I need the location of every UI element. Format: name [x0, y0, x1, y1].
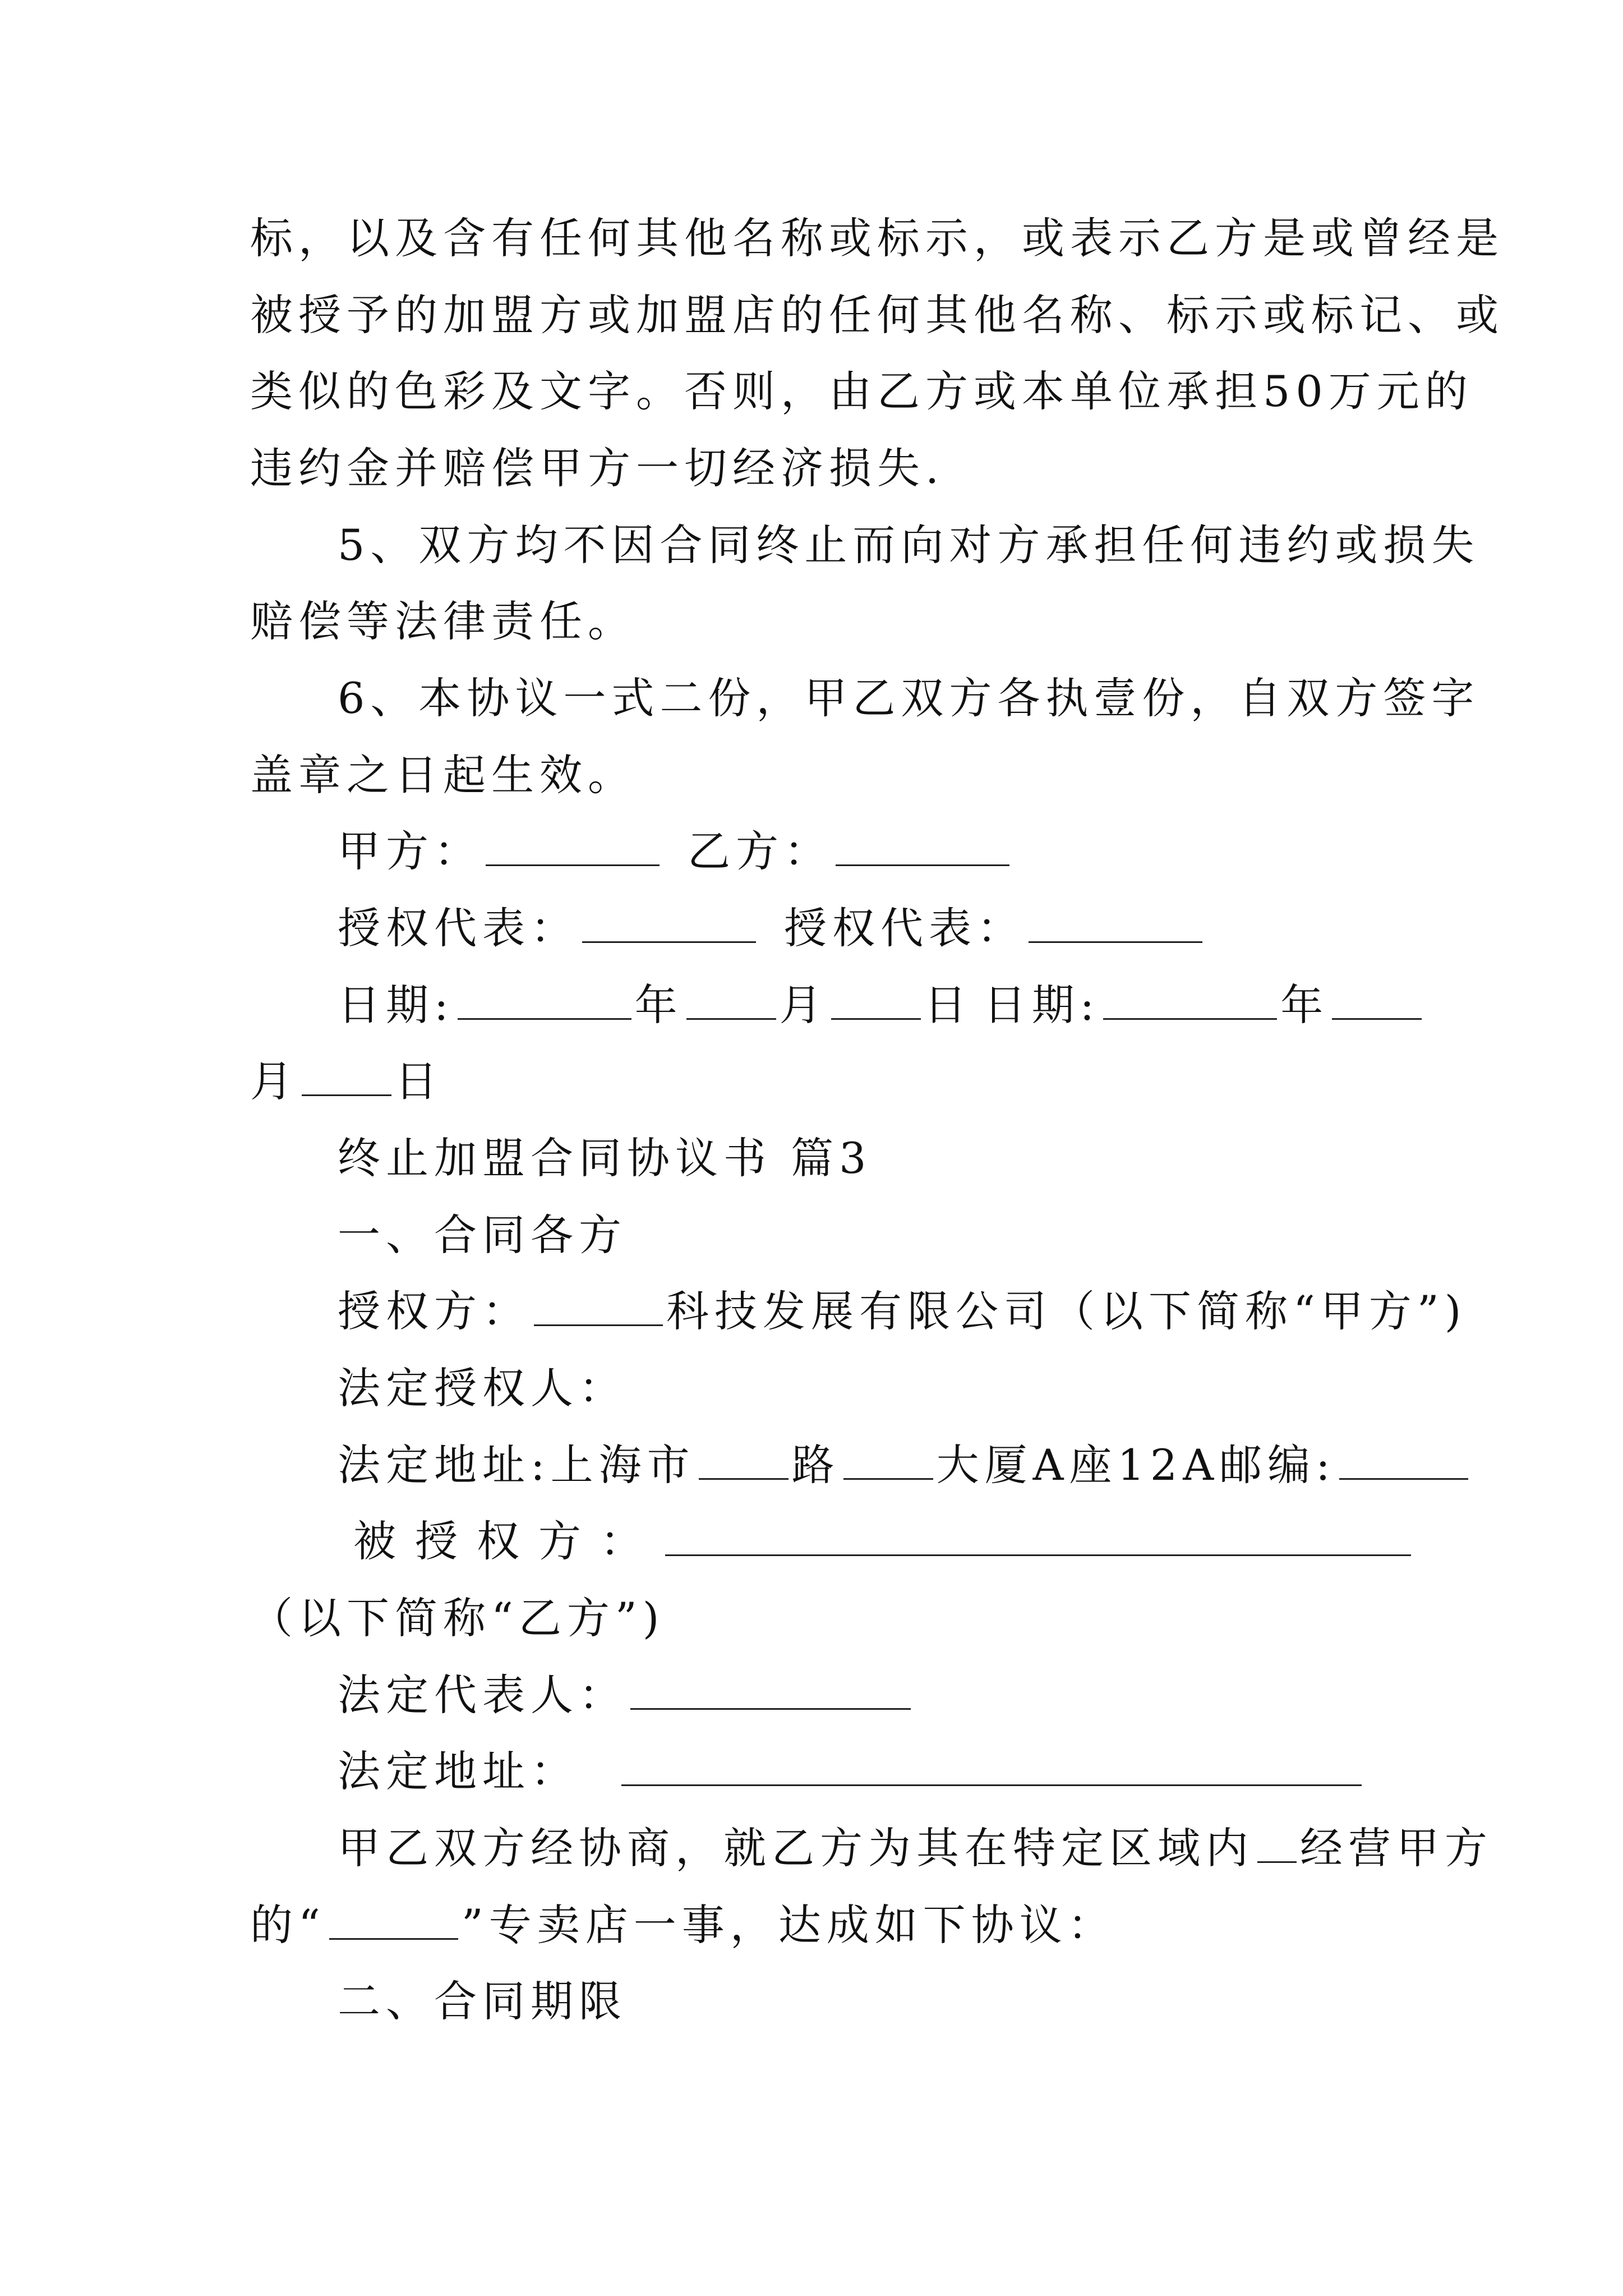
clause-6-line: 6、本协议一式二份，甲乙双方各执壹份，自双方签字: [338, 673, 1480, 723]
clause-5-line: 赔偿等法律责任。: [250, 596, 636, 646]
road-blank: [699, 1438, 789, 1480]
licensee-address-label: 法定地址：: [338, 1746, 579, 1796]
date-a-day-blank: [831, 978, 921, 1020]
clause-6-line: 盖章之日起生效。: [250, 750, 636, 800]
licensor-label: 授权方：: [338, 1286, 531, 1336]
licensee-rep-label: 法定代表人：: [338, 1670, 627, 1720]
intro-text: 经营甲方: [1300, 1823, 1493, 1873]
signature-dates-line-cont: [250, 1048, 1394, 1115]
postcode-blank: [1339, 1438, 1468, 1480]
signature-parties-line: [338, 818, 1398, 885]
licensor-name-blank: [534, 1284, 663, 1326]
address-label: 法定地址:: [338, 1440, 551, 1490]
month-label: 月: [250, 1056, 298, 1106]
intro-text: 的“: [250, 1900, 326, 1950]
party-a-blank: [486, 824, 660, 866]
signature-dates-line: [338, 972, 1398, 1039]
licensee-abbr: （以下简称“乙方”): [250, 1593, 665, 1643]
clause-5-line: 5、双方均不因合同终止而向对方承担任何违约或损失: [338, 520, 1480, 570]
paragraph-line: 被授予的加盟方或加盟店的任何其他名称、标示或标记、或: [250, 290, 1504, 340]
party-b-label: 乙方：: [688, 826, 832, 876]
address-road: 路: [791, 1440, 840, 1490]
party-b-blank: [836, 824, 1009, 866]
date-b-year-blank: [1103, 978, 1277, 1020]
rep-a-label: 授权代表：: [338, 903, 579, 953]
date-b-label: 日期:: [983, 980, 1100, 1030]
signature-reps-line: [338, 895, 1398, 962]
month-label: 月: [779, 980, 828, 1030]
date-b-day-blank: [302, 1054, 391, 1096]
licensee-rep-blank: [630, 1668, 911, 1710]
date-a-label: 日期:: [338, 980, 454, 1030]
building-blank: [843, 1438, 933, 1480]
year-label: 年: [1280, 980, 1329, 1030]
year-label: 年: [634, 980, 683, 1030]
intro-line: [250, 1892, 1394, 1959]
licensor-name: 科技发展有限公司（以下简称“甲方”): [666, 1286, 1467, 1336]
date-a-year-blank: [458, 978, 631, 1020]
day-label: 日: [924, 980, 972, 1030]
rep-b-label: 授权代表：: [784, 903, 1025, 953]
paragraph-line: 类似的色彩及文字。否则，由乙方或本单位承担50万元的: [250, 366, 1473, 416]
intro-line: [338, 1815, 1493, 1882]
intro-text: 甲乙双方经协商，就乙方为其在特定区域内: [338, 1823, 1254, 1873]
licensor-legal-person: 法定授权人：: [338, 1363, 627, 1413]
address-building: 大厦A座12A邮编:: [936, 1440, 1336, 1490]
brand-blank: [329, 1898, 458, 1940]
paragraph-line: 违约金并赔偿甲方一切经济损失.: [250, 443, 945, 493]
licensor-address-line: [338, 1432, 1398, 1499]
region-blank: [1257, 1821, 1297, 1863]
licensee-rep-line: [338, 1662, 1398, 1729]
intro-text: ”专卖店一事，达成如下协议：: [461, 1900, 1116, 1950]
rep-a-blank: [582, 901, 756, 943]
heading-parties: 一、合同各方: [338, 1210, 627, 1260]
licensor-line: [338, 1278, 1467, 1345]
paragraph-line: 标，以及含有任何其他名称或标示，或表示乙方是或曾经是: [250, 213, 1504, 263]
party-a-label: 甲方：: [338, 826, 482, 876]
heading-term: 二、合同期限: [338, 1976, 627, 2026]
licensee-label: 被授权方：: [353, 1516, 662, 1566]
licensee-address-blank: [621, 1744, 1362, 1786]
section-title: 终止加盟合同协议书 篇3: [338, 1133, 872, 1183]
date-b-month-blank: [1332, 978, 1422, 1020]
rep-b-blank: [1029, 901, 1202, 943]
address-city: 上海市: [550, 1440, 695, 1490]
licensee-address-line: [338, 1738, 1398, 1805]
licensee-line: [353, 1508, 1413, 1575]
date-a-month-blank: [686, 978, 776, 1020]
day-label: 日: [395, 1056, 443, 1106]
licensee-name-blank: [665, 1514, 1411, 1556]
